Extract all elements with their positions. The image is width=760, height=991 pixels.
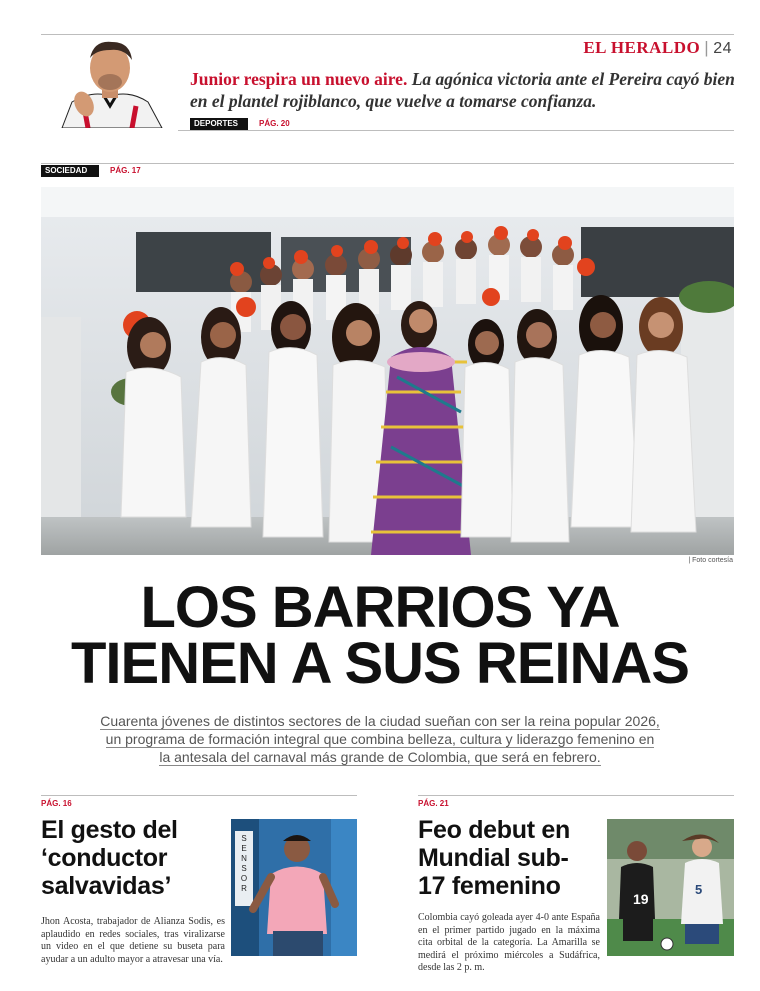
left-story-body: Jhon Acosta, trabajador de Alianza Sodis, es aplaudido en redes sociales, tras viralizarse un video en el que detiene su buseta para ayudar a un adulto mayor a atravesar una vía.: [41, 916, 225, 965]
svg-text:S: S: [241, 834, 247, 843]
svg-text:5: 5: [695, 882, 703, 897]
main-deck: [100, 712, 660, 766]
svg-text:S: S: [241, 864, 247, 873]
headline-line-2: TIENEN A SUS REINAS: [70, 631, 689, 696]
right-story-rule: [418, 795, 734, 796]
player-photo[interactable]: [44, 36, 178, 128]
teaser-text[interactable]: [190, 68, 735, 112]
section-tag-deportes[interactable]: DEPORTES: [190, 118, 248, 130]
headline-line-1: LOS BARRIOS YA: [140, 575, 620, 640]
page-number: 24: [713, 40, 732, 57]
left-title-line-1: El gesto del: [41, 816, 178, 844]
left-title-line-2: ‘conductor: [41, 844, 168, 872]
main-headline[interactable]: [0, 575, 760, 696]
masthead: [583, 38, 732, 58]
right-title-line-3: 17 femenino: [418, 872, 561, 900]
section-tag-sociedad[interactable]: SOCIEDAD: [41, 165, 99, 177]
right-title-line-1: Feo debut en: [418, 816, 570, 844]
top-rule: [41, 34, 734, 35]
main-page-ref[interactable]: PÁG. 17: [110, 166, 141, 175]
left-title-line-3: salvavidas’: [41, 872, 172, 900]
right-story-body: Colombia cayó goleada ayer 4-0 ante España en el primer partido jugado en la máxima cita orbital de la categoría. La Amarilla se medirá el próximo miércoles a Sudáfrica, desde las 2 p. m.: [418, 912, 600, 973]
football-photo[interactable]: [607, 819, 734, 956]
left-story-title[interactable]: [41, 816, 231, 900]
brand-separator: |: [704, 38, 710, 57]
photo-credit: | Foto cortesía: [688, 557, 733, 564]
driver-photo[interactable]: [231, 819, 357, 956]
left-story-rule: [41, 795, 357, 796]
svg-text:E: E: [241, 844, 247, 853]
teaser-lead: Junior respira un nuevo aire.: [190, 69, 408, 89]
left-story-page-ref[interactable]: PÁG. 16: [41, 799, 72, 808]
teaser-bottom-rule: [178, 130, 734, 131]
svg-text:19: 19: [633, 891, 649, 907]
teaser-body: La agónica victoria ante el Pereira cayó bien en el plantel rojiblanco, que vuelve a tomarse confianza.: [190, 69, 735, 111]
queens-group-photo[interactable]: [41, 187, 734, 555]
main-top-rule: [41, 163, 734, 164]
right-story-page-ref[interactable]: PÁG. 21: [418, 799, 449, 808]
right-story-title[interactable]: [418, 816, 608, 900]
svg-text:N: N: [241, 854, 247, 863]
deck-text: Cuarenta jóvenes de distintos sectores de la ciudad sueñan con ser la reina popular 2026, un programa de formación integral que combina belleza, cultura y liderazgo femenino en la antesala del carnaval más grande de Colombia, que será en febrero.: [100, 713, 660, 765]
svg-text:R: R: [241, 884, 247, 893]
svg-text:O: O: [240, 874, 248, 883]
right-title-line-2: Mundial sub-: [418, 844, 569, 872]
teaser-page-ref[interactable]: PÁG. 20: [259, 119, 290, 128]
brand-name: EL HERALDO: [583, 38, 701, 57]
